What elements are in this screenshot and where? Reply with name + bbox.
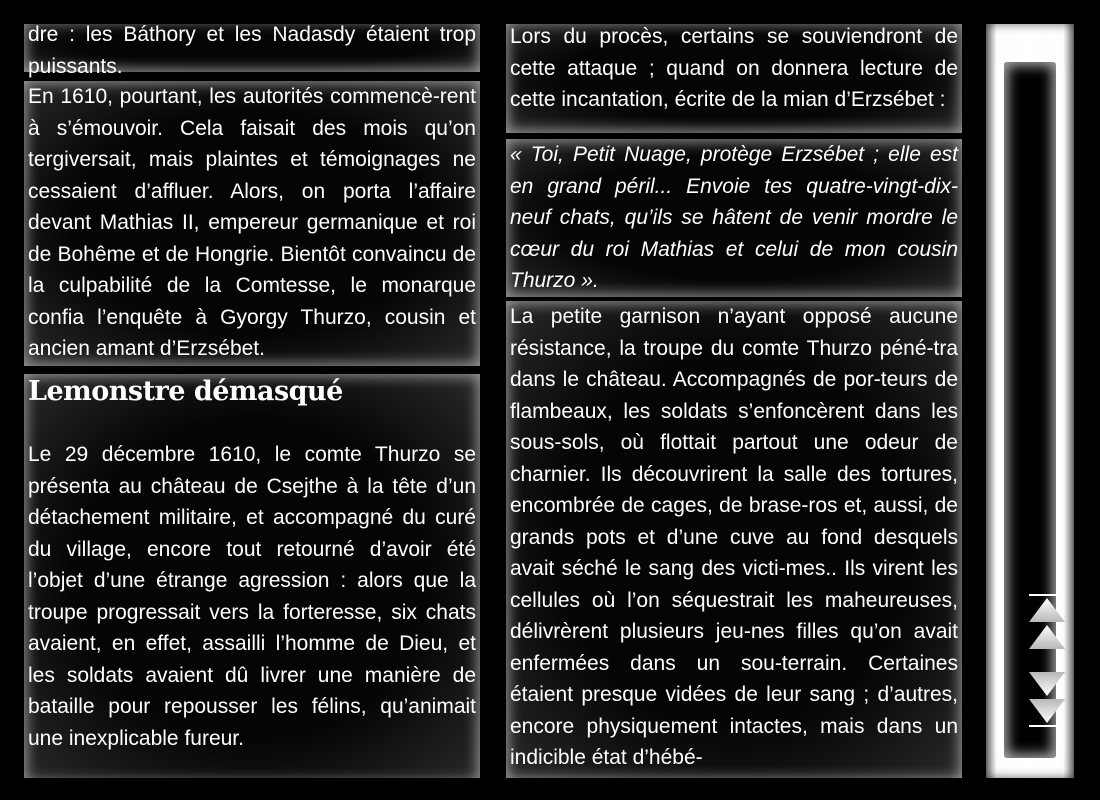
double-up-arrow-icon[interactable] xyxy=(1029,625,1065,649)
vertical-scrollbar[interactable] xyxy=(986,24,1074,778)
section-block xyxy=(24,374,480,778)
chevron-down-icon xyxy=(1029,672,1065,696)
paragraph: La petite garnison n’ayant opposé aucune résistance, la troupe du comte Thurzo péné-tra dans le château. Accompagnés de por-teurs de flambeaux, les soldats s’enfoncèrent dans les sous-sols, où flottait partout une odeur de charnier. Ils découvrirent la salle des tortures, encombrée de cages, de brase-ros et, aussi, de grands pots et d’une cuve au fond desquels avait séché le sang des victi-mes.. Ils virent les cellules où l’on séquestrait les maheureuses, délivrèrent plusieurs jeu-nes filles qu’on avait enfermées dans un sou-terrain. Certaines étaient presque vidées de leur sang ; d’autres, encore physiquement intactes, mais dans un indicible état d’hébé- xyxy=(510,305,958,769)
chevron-up-icon xyxy=(1029,625,1065,649)
quote-block xyxy=(506,139,962,297)
incantation-quote: « Toi, Petit Nuage, protège Erzsébet ; elle est en grand péril... Envoie tes quatre-vingt-dix-neuf chats, qu’ils se hâtent de venir mordre le cœur du roi Mathias et celui de mon cousin Thurzo ». xyxy=(510,143,958,292)
chevron-down-icon xyxy=(1029,699,1065,723)
chevron-up-icon xyxy=(1029,598,1065,622)
right-text-column xyxy=(506,24,962,778)
text-block xyxy=(506,301,962,778)
scrollbar-track[interactable] xyxy=(1004,62,1056,758)
text-block xyxy=(24,81,480,366)
text-block xyxy=(24,24,480,78)
text-block xyxy=(506,24,962,133)
scroll-up-button[interactable] xyxy=(1029,598,1065,622)
scroll-down-button[interactable] xyxy=(1029,699,1065,723)
paragraph: dre : les Báthory et les Nadasdy étaient trop puissants. xyxy=(28,24,476,78)
double-down-arrow-icon[interactable] xyxy=(1029,672,1065,696)
left-text-column xyxy=(24,24,480,778)
paragraph: En 1610, pourtant, les autorités commencè-rent à s’émouvoir. Cela faisait des mois qu’on tergiversait, mais plaintes et témoignages ne cessaient d’affluer. Alors, on porta l’affaire devant Mathias II, empereur germanique et roi de Bohême et de Hongrie. Bientôt convaincu de la culpabilité de la Comtesse, le monarque confia l’enquête à Gyorgy Thurzo, cousin et ancien amant d’Erzsébet. xyxy=(28,85,476,360)
paragraph: Lors du procès, certains se souviendront de cette attaque ; quand on donnera lecture de cette incantation, écrite de la mian d’Erzsébet : xyxy=(510,25,958,111)
section-heading: Lemonstre démasqué xyxy=(28,376,343,407)
paragraph: Le 29 décembre 1610, le comte Thurzo se présenta au château de Csejthe à la tête d’un détachement militaire, et accompagné du curé du village, encore tout retourné d’avoir été l’objet d’une étrange agression : alors que la troupe progressait vers la forteresse, six chats avaient, en effet, assailli l’homme de Dieu, et les soldats avaient dû livrer une manière de bataille pour repousser les félins, qu’animait une inexplicable fureur. xyxy=(28,443,476,750)
